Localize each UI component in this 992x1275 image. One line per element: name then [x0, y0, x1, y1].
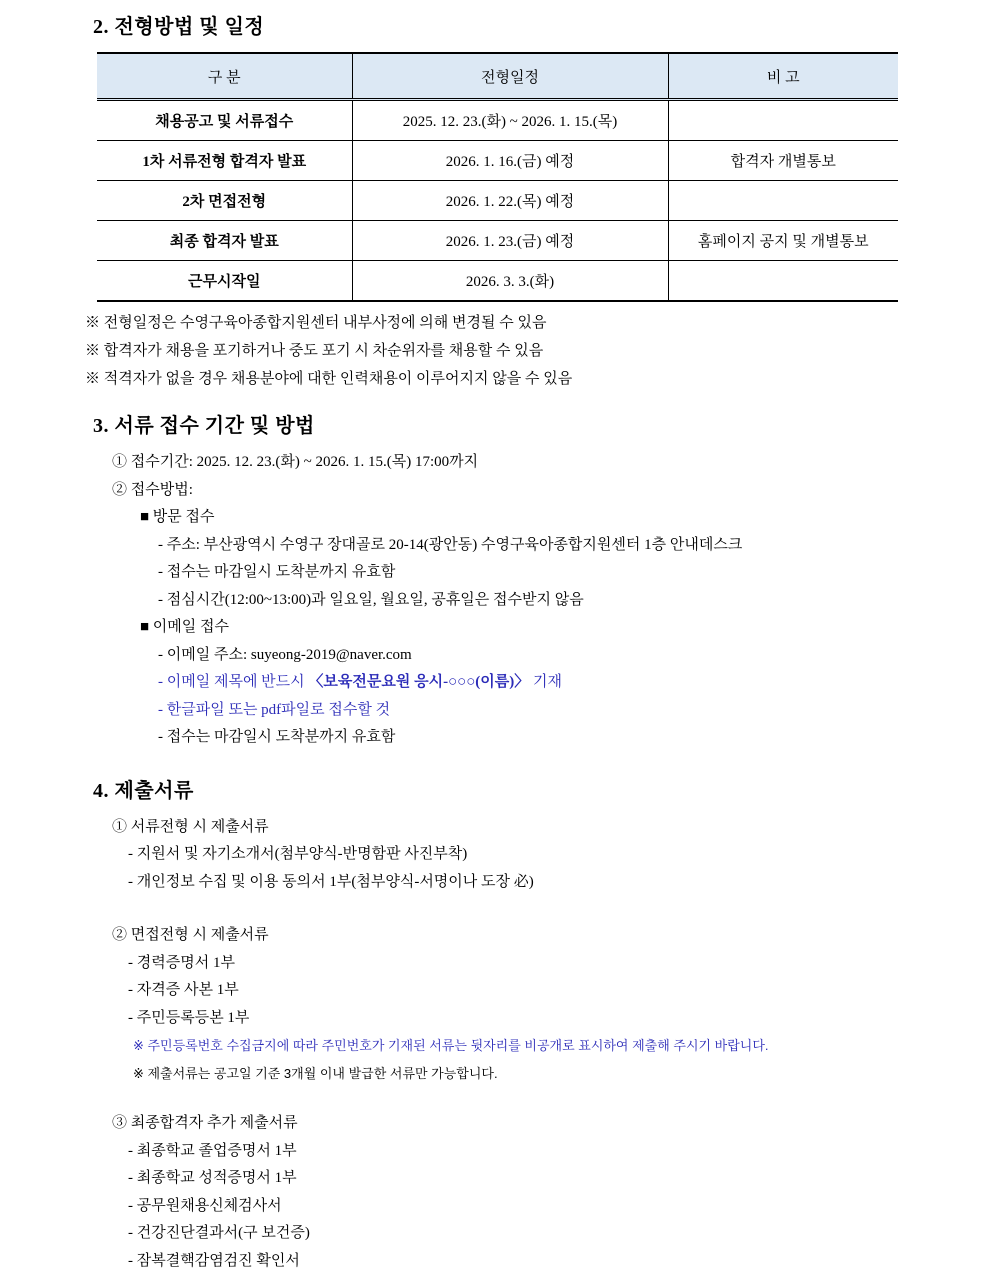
table-cell	[668, 181, 898, 221]
documents-group2-note-privacy: ※ 주민등록번호 수집금지에 따라 주민번호가 기재된 서류는 뒷자리를 비공개로 표시하여 제출해 주시기 바랍니다.	[133, 1032, 992, 1060]
documents-group2-items	[0, 950, 992, 1033]
table-cell: 최종 합격자 발표	[97, 221, 352, 261]
table-row	[97, 181, 898, 221]
table-cell: 근무시작일	[97, 261, 352, 302]
table-cell: 1차 서류전형 합격자 발표	[97, 141, 352, 181]
email-subject-suffix: 기재	[529, 674, 562, 690]
email-validity-line: - 접수는 마감일시 도착분까지 유효함	[158, 724, 992, 752]
documents-group3-items	[0, 1138, 992, 1275]
visit-items	[0, 532, 992, 615]
table-cell	[668, 100, 898, 141]
section-schedule-heading: 2. 전형방법 및 일정	[93, 14, 992, 40]
document-item: - 주민등록등본 1부	[128, 1005, 992, 1033]
submission-period-line: ① 접수기간: 2025. 12. 23.(화) ~ 2026. 1. 15.(목) 17:00까지	[112, 449, 992, 477]
document-item: - 최종학교 졸업증명서 1부	[128, 1138, 992, 1166]
document-item: - 잠복결핵감염검진 확인서	[128, 1248, 992, 1275]
email-title: ■ 이메일 접수	[140, 614, 992, 642]
table-cell: 2026. 1. 16.(금) 예정	[352, 141, 668, 181]
email-subject-line	[158, 669, 992, 697]
document-item: - 경력증명서 1부	[128, 950, 992, 978]
table-cell: 2026. 1. 22.(목) 예정	[352, 181, 668, 221]
document-item: - 최종학교 성적증명서 1부	[128, 1165, 992, 1193]
table-header-row	[97, 53, 898, 100]
visit-item: - 접수는 마감일시 도착분까지 유효함	[158, 559, 992, 587]
table-cell: 채용공고 및 서류접수	[97, 100, 352, 141]
table-header-schedule: 전형일정	[352, 53, 668, 100]
table-cell: 2026. 1. 23.(금) 예정	[352, 221, 668, 261]
table-cell: 합격자 개별통보	[668, 141, 898, 181]
table-header-category: 구 분	[97, 53, 352, 100]
section-submission-heading: 3. 서류 접수 기간 및 방법	[93, 413, 992, 439]
section-documents-heading: 4. 제출서류	[93, 778, 992, 804]
document-item: - 건강진단결과서(구 보건증)	[128, 1220, 992, 1248]
email-subject-required: 〈보육전문요원 응시-○○○(이름)〉	[308, 674, 529, 690]
table-row	[97, 100, 898, 141]
document-item: - 공무원채용신체검사서	[128, 1193, 992, 1221]
visit-item: - 점심시간(12:00~13:00)과 일요일, 월요일, 공휴일은 접수받지 않음	[158, 587, 992, 615]
schedule-note: ※ 합격자가 채용을 포기하거나 중도 포기 시 차순위자를 채용할 수 있음	[85, 337, 992, 365]
table-row	[97, 141, 898, 181]
email-format-line: - 한글파일 또는 pdf파일로 접수할 것	[158, 697, 992, 725]
visit-title: ■ 방문 접수	[140, 504, 992, 532]
documents-group1-items	[0, 841, 992, 896]
table-row	[97, 261, 898, 302]
document-item: - 개인정보 수집 및 이용 동의서 1부(첨부양식-서명이나 도장 必)	[128, 869, 992, 897]
table-header-remarks: 비 고	[668, 53, 898, 100]
schedule-note: ※ 적격자가 없을 경우 채용분야에 대한 인력채용이 이루어지지 않을 수 있음	[85, 365, 992, 393]
schedule-note: ※ 전형일정은 수영구육아종합지원센터 내부사정에 의해 변경될 수 있음	[85, 309, 992, 337]
email-subject-prefix: - 이메일 제목에 반드시	[158, 674, 308, 690]
documents-group1-title: ① 서류전형 시 제출서류	[112, 814, 992, 842]
table-cell: 2026. 3. 3.(화)	[352, 261, 668, 302]
email-address-line: - 이메일 주소: suyeong-2019@naver.com	[158, 642, 992, 670]
table-cell: 2차 면접전형	[97, 181, 352, 221]
documents-group2-title: ② 면접전형 시 제출서류	[112, 922, 992, 950]
table-cell: 2025. 12. 23.(화) ~ 2026. 1. 15.(목)	[352, 100, 668, 141]
document-item: - 자격증 사본 1부	[128, 977, 992, 1005]
visit-item: - 주소: 부산광역시 수영구 장대골로 20-14(광안동) 수영구육아종합지원센터 1층 안내데스크	[158, 532, 992, 560]
schedule-table	[97, 52, 898, 302]
documents-group3-title: ③ 최종합격자 추가 제출서류	[112, 1110, 992, 1138]
document-item: - 지원서 및 자기소개서(첨부양식-반명함판 사진부착)	[128, 841, 992, 869]
table-cell: 홈페이지 공지 및 개별통보	[668, 221, 898, 261]
table-row	[97, 221, 898, 261]
submission-method-line: ② 접수방법:	[112, 477, 992, 505]
schedule-table-body	[97, 100, 898, 302]
documents-group2-note-validity: ※ 제출서류는 공고일 기준 3개월 이내 발급한 서류만 가능합니다.	[133, 1060, 992, 1088]
table-cell	[668, 261, 898, 302]
schedule-notes	[85, 309, 992, 393]
